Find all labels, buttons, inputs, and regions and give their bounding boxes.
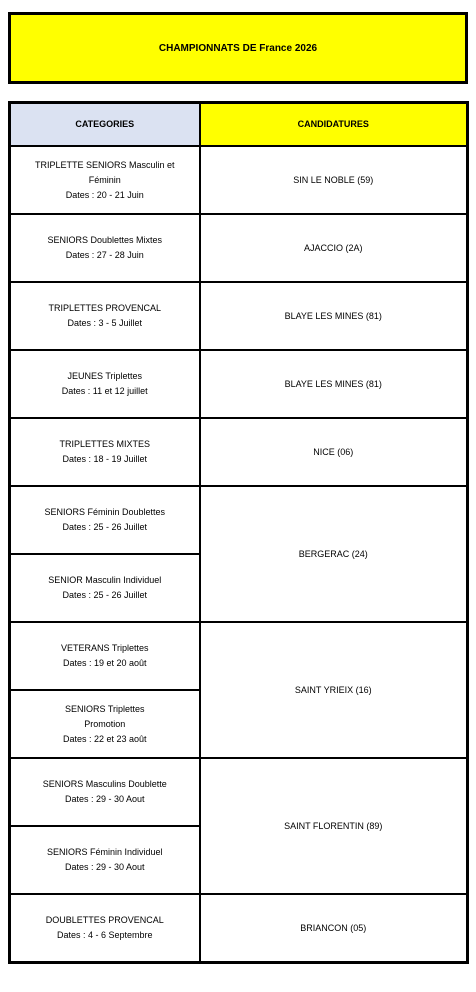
header-categories: CATEGORIES: [10, 103, 200, 147]
table-row: [10, 486, 468, 554]
title-text: CHAMPIONNATS DE France 2026: [158, 42, 318, 54]
category-cell: [10, 622, 200, 690]
category-dates: Dates : 20 - 21 Juin: [65, 189, 144, 200]
category-cell: [10, 350, 200, 418]
table-row: [10, 894, 468, 963]
candidature-cell: AJACCIO (2A): [200, 214, 468, 282]
category-dates: Dates : 27 - 28 Juin: [65, 250, 144, 260]
category-cell: [10, 554, 200, 622]
category-name: DOUBLETTES PROVENCAL: [45, 915, 164, 925]
category-name: SENIORS Féminin Individuel: [46, 847, 163, 857]
table-row: [10, 622, 468, 690]
category-name: TRIPLETTE SENIORS Masculin et: [34, 159, 175, 170]
category-name: SENIORS Féminin Doublettes: [44, 507, 166, 517]
category-dates: Dates : 22 et 23 août: [62, 733, 147, 744]
page-title: [8, 12, 468, 84]
category-dates: Dates : 25 - 26 Juillet: [62, 522, 148, 532]
candidature-cell: BERGERAC (24): [200, 486, 468, 622]
candidature-cell: SAINT YRIEIX (16): [200, 622, 468, 758]
category-cell: [10, 146, 200, 214]
candidature-cell: NICE (06): [200, 418, 468, 486]
category-dates: Dates : 29 - 30 Aout: [64, 862, 145, 872]
category-cell: [10, 690, 200, 758]
candidature-cell: BLAYE LES MINES (81): [200, 350, 468, 418]
category-dates: Dates : 25 - 26 Juillet: [62, 590, 148, 600]
candidature-cell: SIN LE NOBLE (59): [200, 146, 468, 214]
category-name: SENIORS Doublettes Mixtes: [47, 235, 163, 245]
category-dates: Dates : 4 - 6 Septembre: [56, 930, 153, 940]
table-row: [10, 350, 468, 418]
category-cell: [10, 282, 200, 350]
table-row: [10, 758, 468, 826]
category-dates: Dates : 19 et 20 août: [62, 658, 147, 668]
championships-table: [8, 101, 469, 964]
category-cell: [10, 486, 200, 554]
category-name: TRIPLETTES MIXTES: [59, 439, 150, 449]
candidature-cell: BLAYE LES MINES (81): [200, 282, 468, 350]
category-dates: Dates : 11 et 12 juillet: [61, 386, 148, 396]
header-row: [10, 103, 468, 147]
category-cell: [10, 894, 200, 963]
candidature-cell: BRIANCON (05): [200, 894, 468, 963]
category-cell: [10, 826, 200, 894]
candidature-cell: SAINT FLORENTIN (89): [200, 758, 468, 894]
category-cell: [10, 758, 200, 826]
category-name: JEUNES Triplettes: [67, 371, 143, 381]
category-dates: Dates : 29 - 30 Aout: [64, 794, 145, 804]
table-row: [10, 418, 468, 486]
table-row: [10, 214, 468, 282]
header-candidatures: CANDIDATURES: [200, 103, 468, 147]
table-row: [10, 146, 468, 214]
category-name: TRIPLETTES PROVENCAL: [48, 303, 162, 313]
category-name: SENIORS Masculins Doublette: [42, 779, 167, 789]
category-name: SENIOR Masculin Individuel: [48, 575, 162, 585]
category-cell: [10, 214, 200, 282]
category-name: SENIORS Triplettes: [64, 703, 145, 714]
category-dates: Dates : 18 - 19 Juillet: [62, 454, 148, 464]
category-name: VETERANS Triplettes: [60, 643, 149, 653]
category-name: Féminin: [88, 174, 121, 185]
category-dates: Dates : 3 - 5 Juillet: [67, 318, 143, 328]
category-name: Promotion: [84, 718, 126, 729]
table-row: [10, 282, 468, 350]
category-cell: [10, 418, 200, 486]
